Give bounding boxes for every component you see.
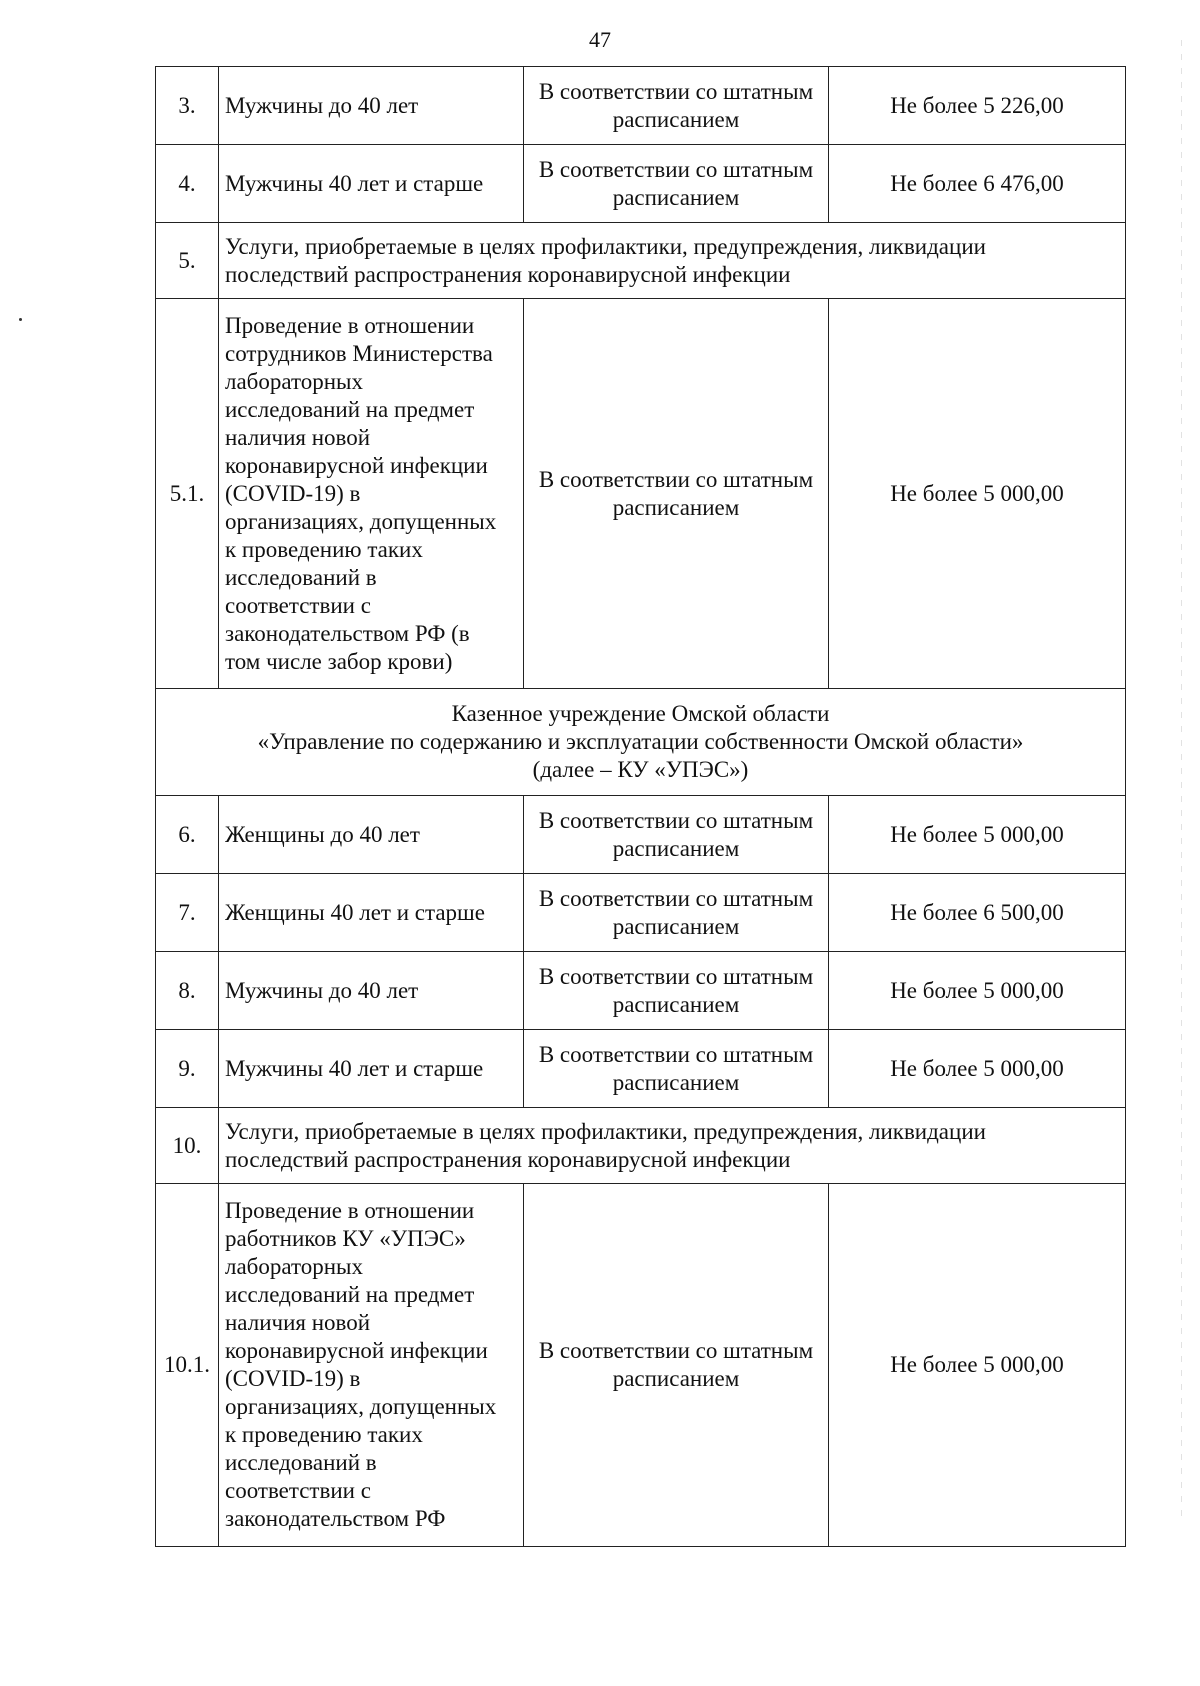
row-name [219,299,524,689]
row-name: Мужчины 40 лет и старше [219,1030,524,1108]
row-price: Не более 6 476,00 [829,145,1126,223]
row-name: Мужчины до 40 лет [219,952,524,1030]
name-line: лабораторных [225,368,364,394]
quantity-line: расписанием [612,184,740,210]
name-line: исследований на предмет [225,1282,475,1307]
name-line: сотрудников Министерства [225,340,493,366]
row-name: Мужчины 40 лет и старше [219,145,524,223]
page-number: 47 [589,27,611,52]
row-quantity [524,1184,829,1547]
table-row [156,874,1126,952]
row-number: 5. [156,223,219,299]
row-number: 5.1. [156,299,219,689]
name-line: законодательством РФ (в [225,620,470,646]
heading-line: Казенное учреждение Омской области [451,701,830,726]
quantity-line: расписанием [612,991,740,1017]
row-name [219,1184,524,1547]
row-number: 3. [156,67,219,145]
row-price: Не более 5 000,00 [829,1184,1126,1547]
name-line: коронавирусной инфекции [225,1338,488,1363]
name-line: соответствии с [225,592,371,618]
service-line: Услуги, приобретаемые в целях профилактики, предупреждения, ликвидации [225,1118,986,1144]
service-line: последствий распространения коронавирусной инфекции [225,1146,791,1172]
quantity-line: расписанием [612,913,740,939]
name-line: наличия новой [225,1310,371,1335]
quantity-line: В соответствии со штатным [538,78,814,104]
service-row [156,1108,1126,1184]
table-row [156,67,1126,145]
service-line: Услуги, приобретаемые в целях профилактики, предупреждения, ликвидации [225,233,986,259]
table-row [156,1030,1126,1108]
name-line: Проведение в отношении [225,1198,475,1223]
name-line: работников КУ «УПЭС» [225,1226,466,1251]
heading-line: (далее – КУ «УПЭС») [532,757,749,782]
table-row [156,952,1126,1030]
norms-table [155,66,1126,1547]
name-line: исследований в [225,564,377,590]
row-name: Женщины до 40 лет [219,796,524,874]
heading-line: «Управление по содержанию и эксплуатации собственности Омской области» [257,729,1024,754]
name-line: коронавирусной инфекции [225,452,488,478]
quantity-line: В соответствии со штатным [538,807,814,833]
scan-speck [19,318,22,321]
row-quantity [524,952,829,1030]
quantity-line: В соответствии со штатным [538,885,814,911]
name-line: организациях, допущенных [225,508,497,534]
name-line: (COVID-19) в [225,480,361,506]
row-number: 10. [156,1108,219,1184]
section-heading-row [156,689,1126,796]
table-row [156,1184,1126,1547]
name-line: соответствии с [225,1478,371,1503]
quantity-line: В соответствии со штатным [538,963,814,989]
quantity-line: расписанием [612,494,740,520]
quantity-line: В соответствии со штатным [538,1041,814,1067]
row-number: 9. [156,1030,219,1108]
quantity-line: В соответствии со штатным [538,466,814,492]
row-number: 4. [156,145,219,223]
name-line: организациях, допущенных [225,1394,497,1419]
quantity-line: расписанием [612,1366,740,1391]
name-line: исследований на предмет [225,396,475,422]
name-line: законодательством РФ [225,1506,446,1531]
table-row [156,299,1126,689]
row-price: Не более 5 000,00 [829,1030,1126,1108]
name-line: исследований в [225,1450,377,1475]
quantity-line: расписанием [612,835,740,861]
quantity-line: В соответствии со штатным [538,1338,814,1363]
name-line: том числе забор крови) [225,648,453,674]
name-line: лабораторных [225,1254,364,1279]
service-description [219,223,1126,299]
service-description [219,1108,1126,1184]
name-line: к проведению таких [225,1422,423,1447]
row-number: 6. [156,796,219,874]
service-line: последствий распространения коронавирусной инфекции [225,261,791,287]
service-row [156,223,1126,299]
row-number: 7. [156,874,219,952]
row-number: 8. [156,952,219,1030]
row-price: Не более 6 500,00 [829,874,1126,952]
row-name: Мужчины до 40 лет [219,67,524,145]
row-price: Не более 5 000,00 [829,796,1126,874]
name-line: к проведению таких [225,536,423,562]
name-line: Проведение в отношении [225,312,475,338]
table-row [156,145,1126,223]
quantity-line: расписанием [612,106,740,132]
name-line: наличия новой [225,424,371,450]
institution-heading [156,689,1126,796]
row-number: 10.1. [156,1184,219,1547]
row-quantity [524,299,829,689]
row-quantity [524,796,829,874]
row-name: Женщины 40 лет и старше [219,874,524,952]
row-price: Не более 5 226,00 [829,67,1126,145]
scan-edge-artifact [1181,40,1182,1520]
quantity-line: В соответствии со штатным [538,156,814,182]
row-quantity [524,67,829,145]
row-quantity [524,1030,829,1108]
row-price: Не более 5 000,00 [829,952,1126,1030]
name-line: (COVID-19) в [225,1366,361,1391]
row-price: Не более 5 000,00 [829,299,1126,689]
table-row [156,796,1126,874]
row-quantity [524,145,829,223]
quantity-line: расписанием [612,1069,740,1095]
row-quantity [524,874,829,952]
